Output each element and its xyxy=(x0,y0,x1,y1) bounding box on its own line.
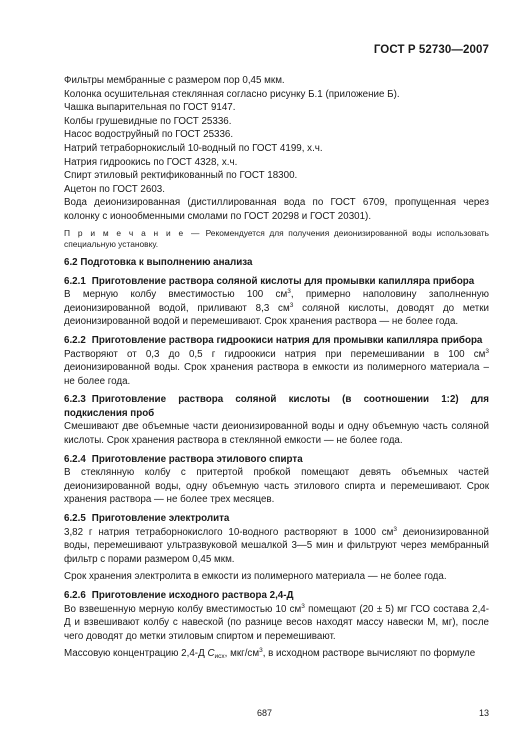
text-run: помещают (20 ± 5) мг ГСО состава 2,4-Д и взвешивают колбу с навеской (по разнице весов находят массу навески М, мг), после чего доводят до метки этиловым спиртом и перемешивают. xyxy=(64,603,489,642)
text-run: 3,82 г натрия тетраборнокислого 10-водного растворяют в 1000 см xyxy=(64,526,394,538)
superscript: 3 xyxy=(393,525,398,533)
list-item: Натрий тетраборнокислый 10-водный по ГОСТ 4199, х.ч. xyxy=(64,142,323,154)
subsection-title: Приготовление раствора соляной кислоты (в соотношении 1:2) для подкисления проб xyxy=(64,394,489,419)
subsection-title: Приготовление раствора гидроокиси натрия для промывки капилляра прибора xyxy=(91,334,483,346)
text-run: Массовую концентрацию 2,4-Д xyxy=(64,648,208,660)
superscript: 3 xyxy=(485,347,489,355)
subsection-6-2-2-heading xyxy=(64,334,489,348)
subsection-title: Приготовление раствора соляной кислоты для промывки капилляра прибора xyxy=(91,275,475,287)
subsection-title: Приготовление исходного раствора 2,4-Д xyxy=(91,590,294,601)
subscript: исх xyxy=(214,653,225,661)
list-item: Насос водоструйный по ГОСТ 25336. xyxy=(64,129,234,141)
subsection-number: 6.2.6 xyxy=(64,590,86,601)
superscript: 3 xyxy=(287,288,291,296)
subsection-number: 6.2.3 xyxy=(64,394,86,406)
subsection-title: Приготовление раствора этилового спирта xyxy=(91,453,303,465)
paragraph xyxy=(64,526,489,567)
subsection-6-2-6-heading xyxy=(64,589,489,603)
paragraph: Смешивают две объемные части деионизированной воды и одну объемную часть соляной кислоты. Срок хранения раствора в стеклянной емкости — не более года. xyxy=(64,421,489,447)
note-text: Рекомендуется для получения деионизированной воды использовать специальную установку. xyxy=(64,227,489,249)
text-run: Во взвешенную мерную колбу вместимостью 10 см xyxy=(64,603,302,615)
list-item: Спирт этиловый ректификованный по ГОСТ 18300. xyxy=(64,170,298,182)
subsection-6-2-3-heading xyxy=(64,393,489,420)
subsection-6-2-1-heading xyxy=(64,275,489,289)
footer-center-number: 687 xyxy=(256,708,273,718)
list-item: Колбы грушевидные по ГОСТ 25336. xyxy=(64,115,232,127)
list-item: Натрия гидроокись по ГОСТ 4328, х.ч. xyxy=(64,156,238,168)
note-label: П р и м е ч а н и е — xyxy=(64,227,201,238)
list-item: Колонка осушительная стеклянная согласно рисунку Б.1 (приложение Б). xyxy=(64,88,400,100)
list-item: Ацетон по ГОСТ 2603. xyxy=(64,183,165,195)
text-run: соляной кислоты, доводят до метки деионизированной водой и перемешивают. Срок хранения раствора — не более года. xyxy=(64,302,489,328)
subsection-number: 6.2.1 xyxy=(64,275,86,287)
text-run: деионизированной воды. Срок хранения раствора в емкости из полимерного материала – не более года. xyxy=(64,362,489,387)
superscript: 3 xyxy=(301,602,305,610)
subsection-6-2-4-heading xyxy=(64,453,489,467)
subsection-number: 6.2.2 xyxy=(64,334,86,346)
page-body xyxy=(64,74,489,661)
materials-list xyxy=(64,74,489,224)
text-run: В мерную колбу вместимостью 100 см xyxy=(64,289,288,301)
subsection-6-2-5-heading xyxy=(64,512,489,526)
paragraph xyxy=(64,647,489,661)
text-run: , примерно наполовину заполненную деионизированной водой, приливают 8,3 см xyxy=(64,289,489,314)
subsection-title: Приготовление электролита xyxy=(91,513,230,525)
document-header: ГОСТ Р 52730—2007 xyxy=(373,44,489,56)
list-item: Вода деионизированная (дистиллированная вода по ГОСТ 6709, пропущенная через колонку с ионообменными смолами по ГОСТ 20298 и ГОСТ 20301). xyxy=(64,197,489,222)
superscript: 3 xyxy=(259,647,263,655)
section-heading: 6.2 Подготовка к выполнению анализа xyxy=(64,256,253,268)
paragraph: Срок хранения электролита в емкости из полимерного материала — не более года. xyxy=(64,571,447,583)
paragraph xyxy=(64,348,489,389)
superscript: 3 xyxy=(289,301,294,309)
paragraph xyxy=(64,603,489,644)
list-item: Фильтры мембранные с размером пор 0,45 мкм. xyxy=(64,75,285,86)
subsection-number: 6.2.4 xyxy=(64,453,86,465)
subsection-number: 6.2.5 xyxy=(64,513,86,525)
paragraph: В стеклянную колбу с притертой пробкой помещают девять объемных частей деионизированной воды, одну объемную часть этилового спирта и перемешивают. Срок хранения раствора — не более трех месяцев. xyxy=(64,467,489,506)
list-item: Чашка выпарительная по ГОСТ 9147. xyxy=(64,102,236,114)
note xyxy=(64,228,489,250)
formula-symbol: C xyxy=(207,648,215,660)
text-run: , в исходном растворе вычисляют по формуле xyxy=(262,648,476,660)
text-run: Растворяют от 0,3 до 0,5 г гидроокиси натрия при перемешивании в 100 см xyxy=(64,348,486,360)
page-number: 13 xyxy=(478,708,489,718)
paragraph xyxy=(64,288,489,329)
text-run: деионизированной воды, перемешивают ультразвуковой мешалкой 3—5 мин и фильтруют через мембранный фильтр с порами размером 0,45 мкм. xyxy=(64,526,489,565)
text-run: , мкг/см xyxy=(224,648,260,660)
